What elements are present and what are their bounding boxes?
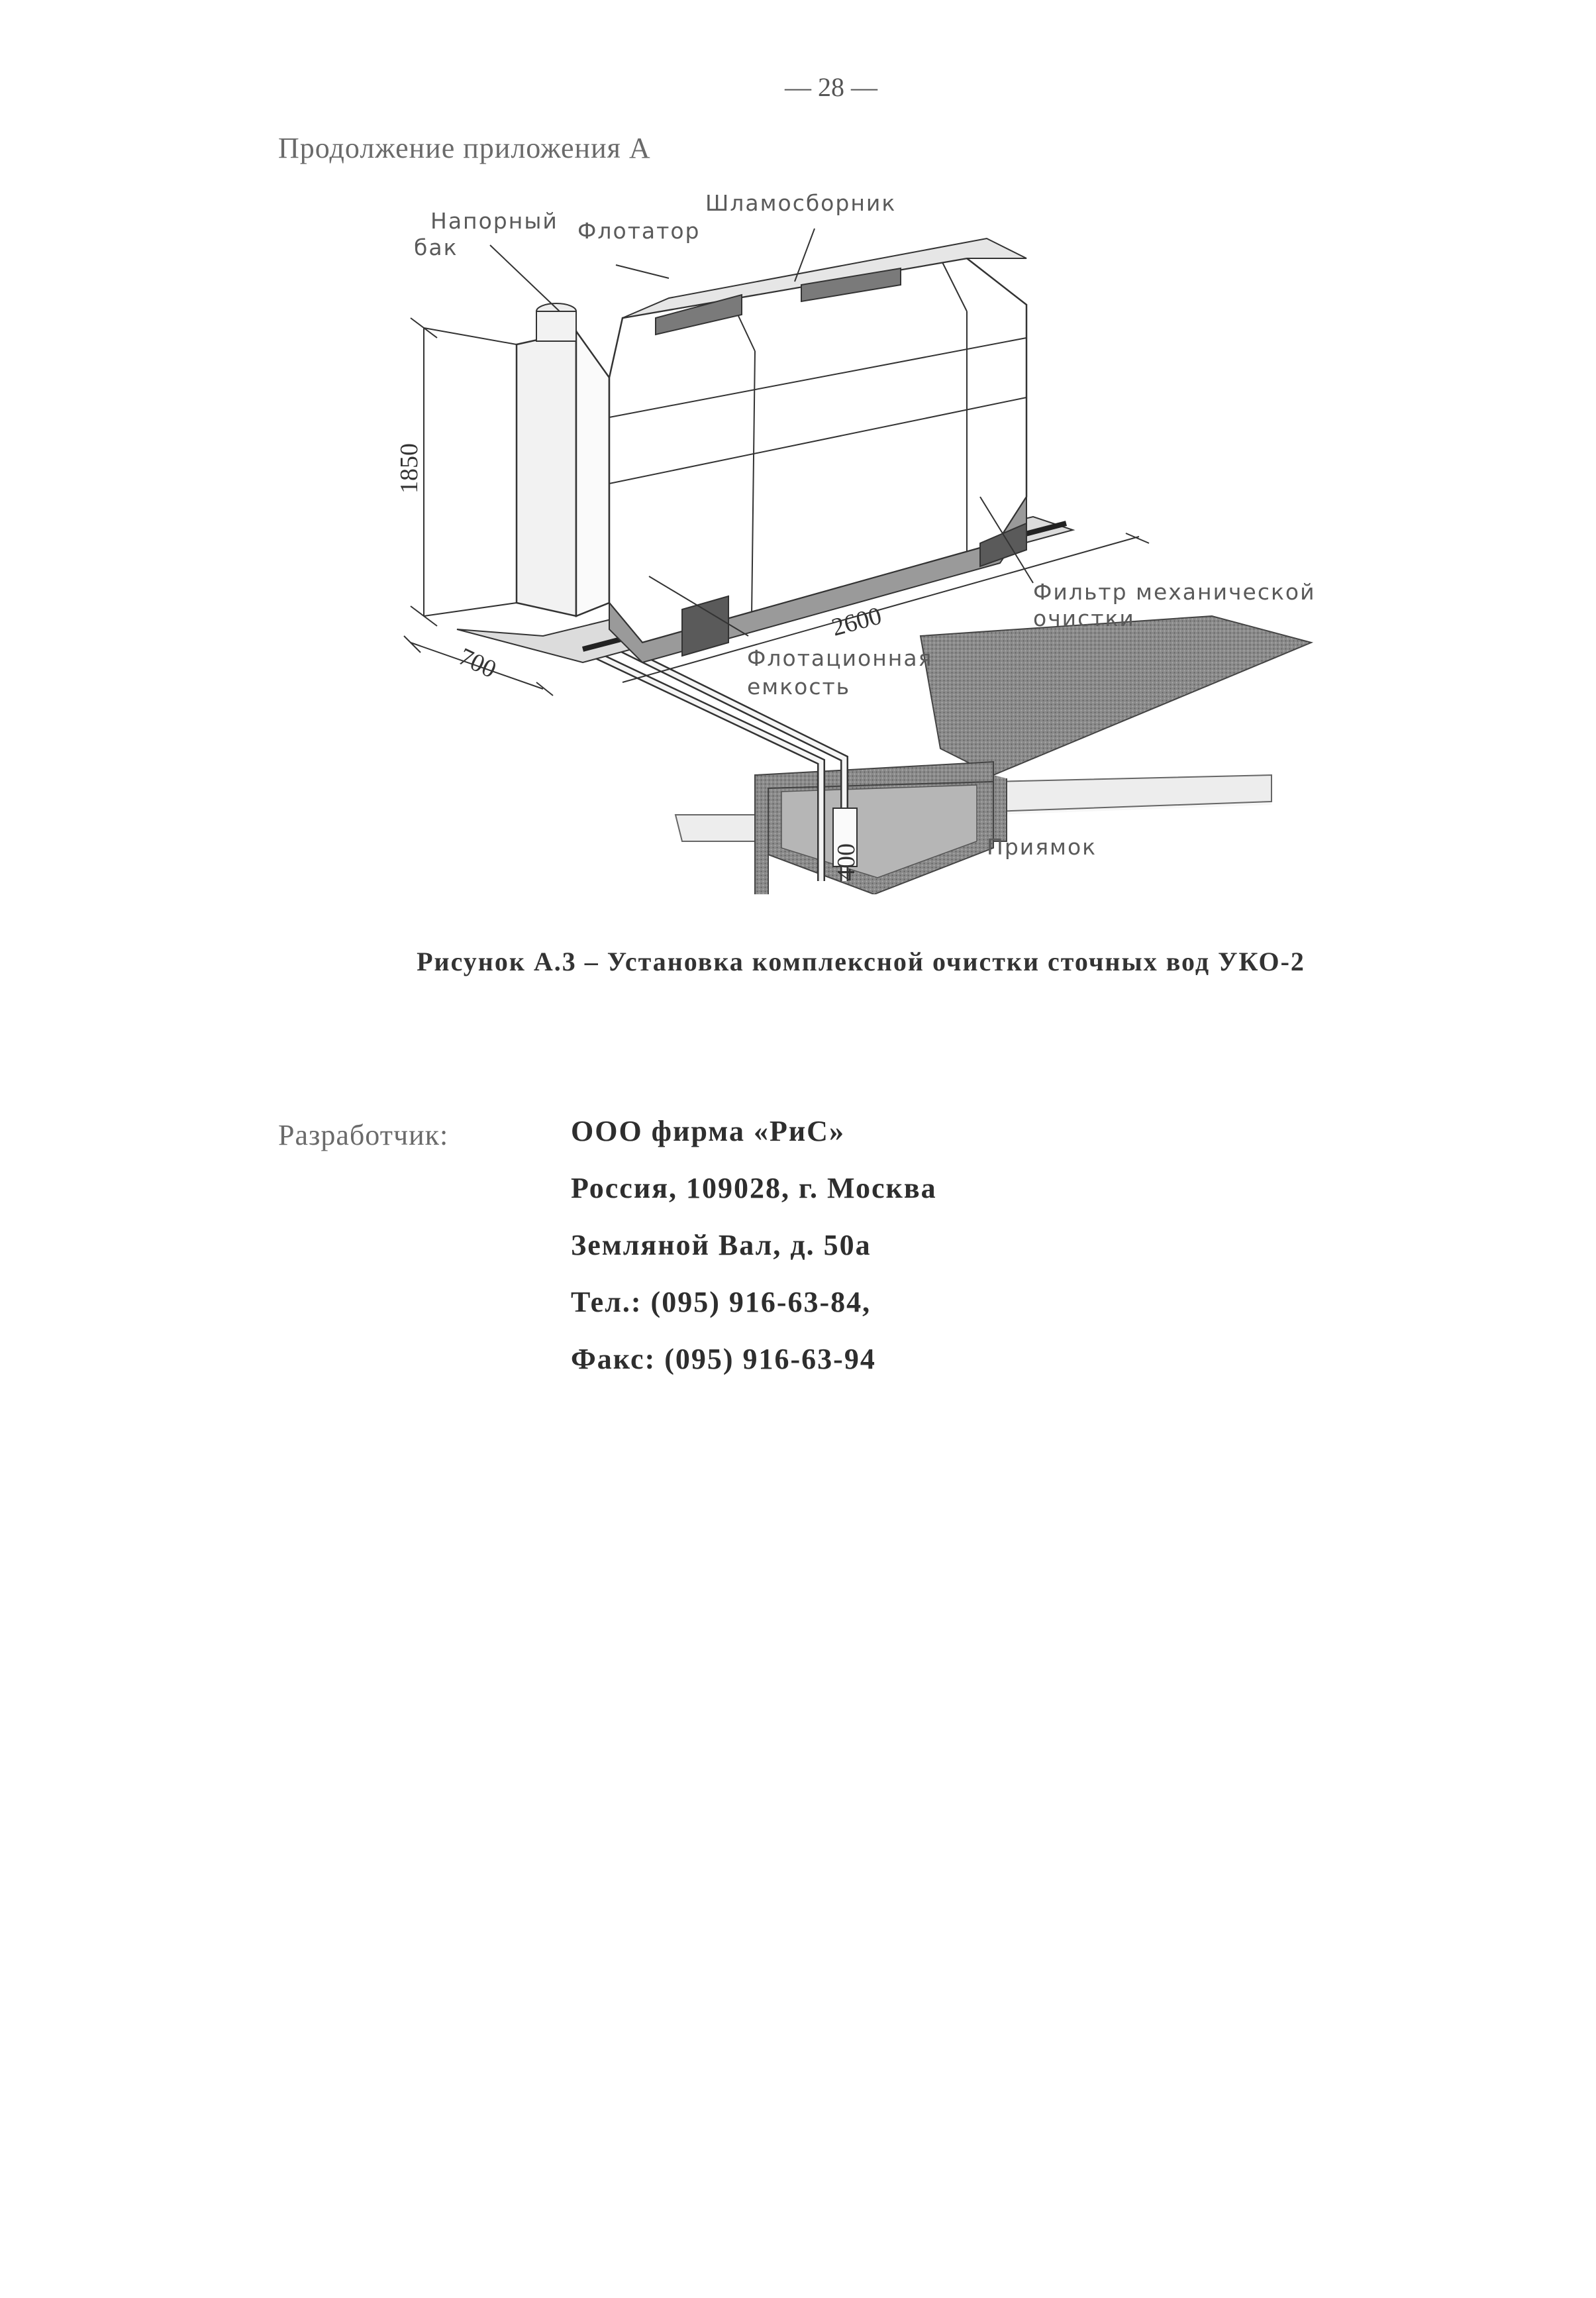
developer-fax: Факс: (095) 916-63-94 (571, 1343, 876, 1375)
label-pressure-tank-2: бак (414, 235, 458, 260)
dimension-pit-depth: 400 (832, 843, 860, 881)
label-sludge-collector: Шламосборник (705, 190, 897, 216)
figure-caption: Рисунок А.3 – Установка комплексной очистки сточных вод УКО-2 (417, 947, 1305, 976)
developer-city: Россия, 109028, г. Москва (571, 1172, 937, 1204)
developer-street: Земляной Вал, д. 50а (571, 1229, 872, 1261)
developer-company: ООО фирма «РиС» (571, 1115, 845, 1147)
dimension-height: 1850 (395, 443, 423, 494)
figure-uko2-installation (371, 179, 1351, 894)
developer-phone: Тел.: (095) 916-63-84, (571, 1286, 872, 1318)
label-pit: Приямок (987, 834, 1097, 860)
developer-label: Разработчик: (278, 1119, 449, 1151)
page-number: — 28 — (785, 72, 877, 102)
label-filter: Фильтр механической (1033, 579, 1316, 605)
dimension-width: 700 (454, 643, 501, 684)
label-filter-2: очистки (1033, 605, 1135, 631)
appendix-continuation-heading: Продолжение приложения А (278, 132, 651, 164)
developer-address (571, 1114, 937, 1399)
label-flotation-tank: Флотационная (747, 645, 933, 671)
label-flotator: Флотатор (577, 218, 701, 244)
dimension-length: 2600 (828, 601, 885, 642)
label-flotation-tank-2: емкость (747, 674, 851, 700)
installation-drawing (371, 179, 1351, 894)
label-pressure-tank: Напорный (430, 208, 558, 234)
installation-body (517, 238, 1026, 662)
